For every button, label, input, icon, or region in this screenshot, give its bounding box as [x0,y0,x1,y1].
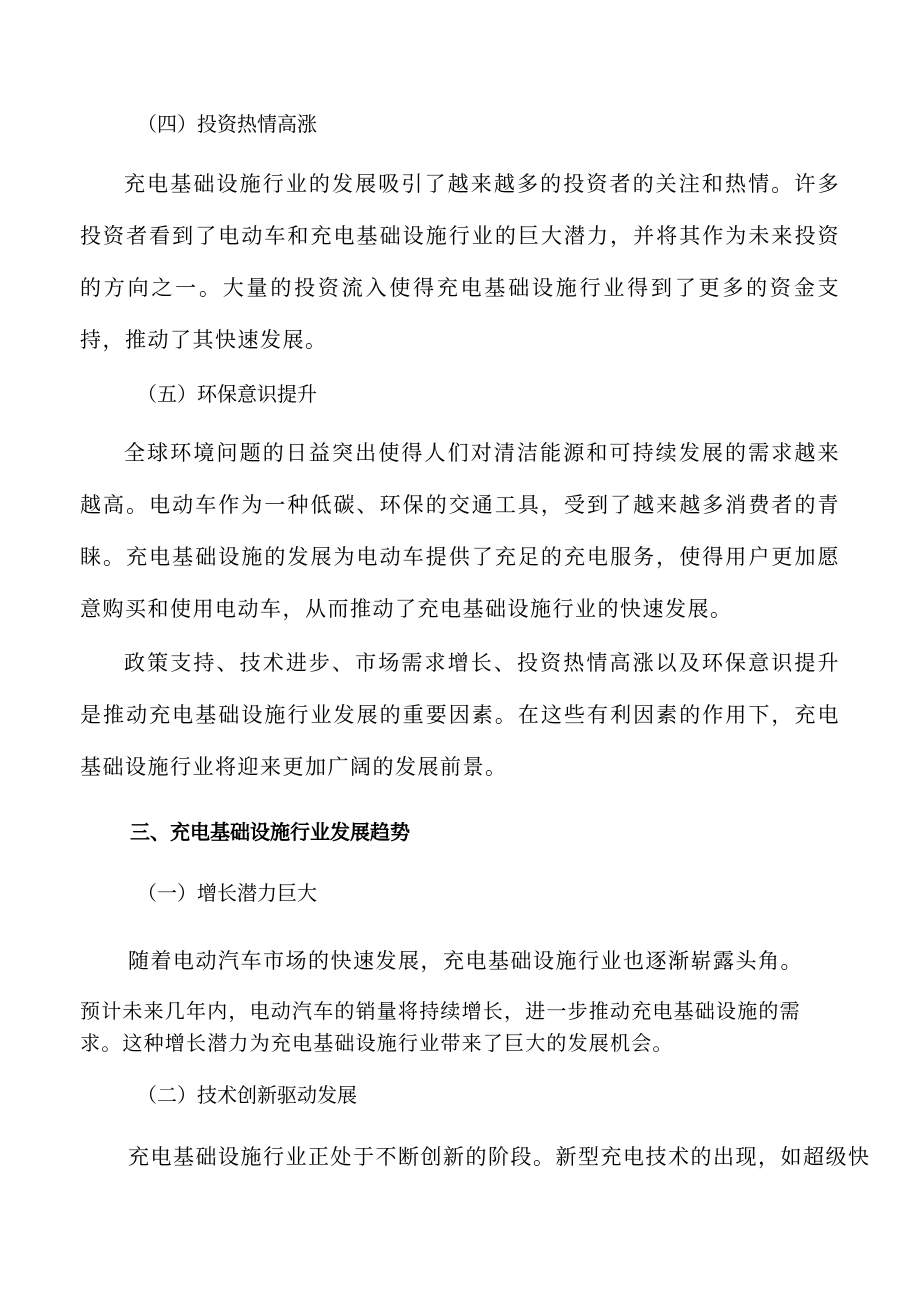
subheading-investment: （四）投资热情高涨 [137,112,317,136]
paragraph-summary: 政策支持、技术进步、市场需求增长、投资热情高涨以及环保意识提升是推动充电基础设施行业发展的重要因素。在这些有利因素的作用下，充电基础设施行业将迎来更加广阔的发展前景。 [80,651,840,779]
paragraph-environment: 全球环境问题的日益突出使得人们对清洁能源和可持续发展的需求越来越高。电动车作为一种低碳、环保的交通工具，受到了越来越多消费者的青睐。充电基础设施的发展为电动车提供了充足的充电服务，使得用户更加愿意购买和使用电动车，从而推动了充电基础设施行业的快速发展。 [80,441,840,621]
paragraph-tech: 充电基础设施行业正处于不断创新的阶段。新型充电技术的出现，如超级快 [128,1145,871,1169]
subheading-environment: （五）环保意识提升 [137,382,317,406]
subheading-growth: （一）增长潜力巨大 [137,881,317,905]
section-title-trends: 三、充电基础设施行业发展趋势 [130,820,410,844]
subheading-tech: （二）技术创新驱动发展 [137,1083,357,1107]
paragraph-investment: 充电基础设施行业的发展吸引了越来越多的投资者的关注和热情。许多投资者看到了电动车和充电基础设施行业的巨大潜力，并将其作为未来投资的方向之一。大量的投资流入使得充电基础设施行业得到了更多的资金支持，推动了其快速发展。 [80,172,840,352]
paragraph-growth: 预计未来几年内，电动汽车的销量将持续增长，进一步推动充电基础设施的需求。这种增长潜力为充电基础设施行业带来了巨大的发展机会。 [80,999,801,1055]
paragraph-growth-first-line: 随着电动汽车市场的快速发展，充电基础设施行业也逐渐崭露头角。 [128,949,803,973]
